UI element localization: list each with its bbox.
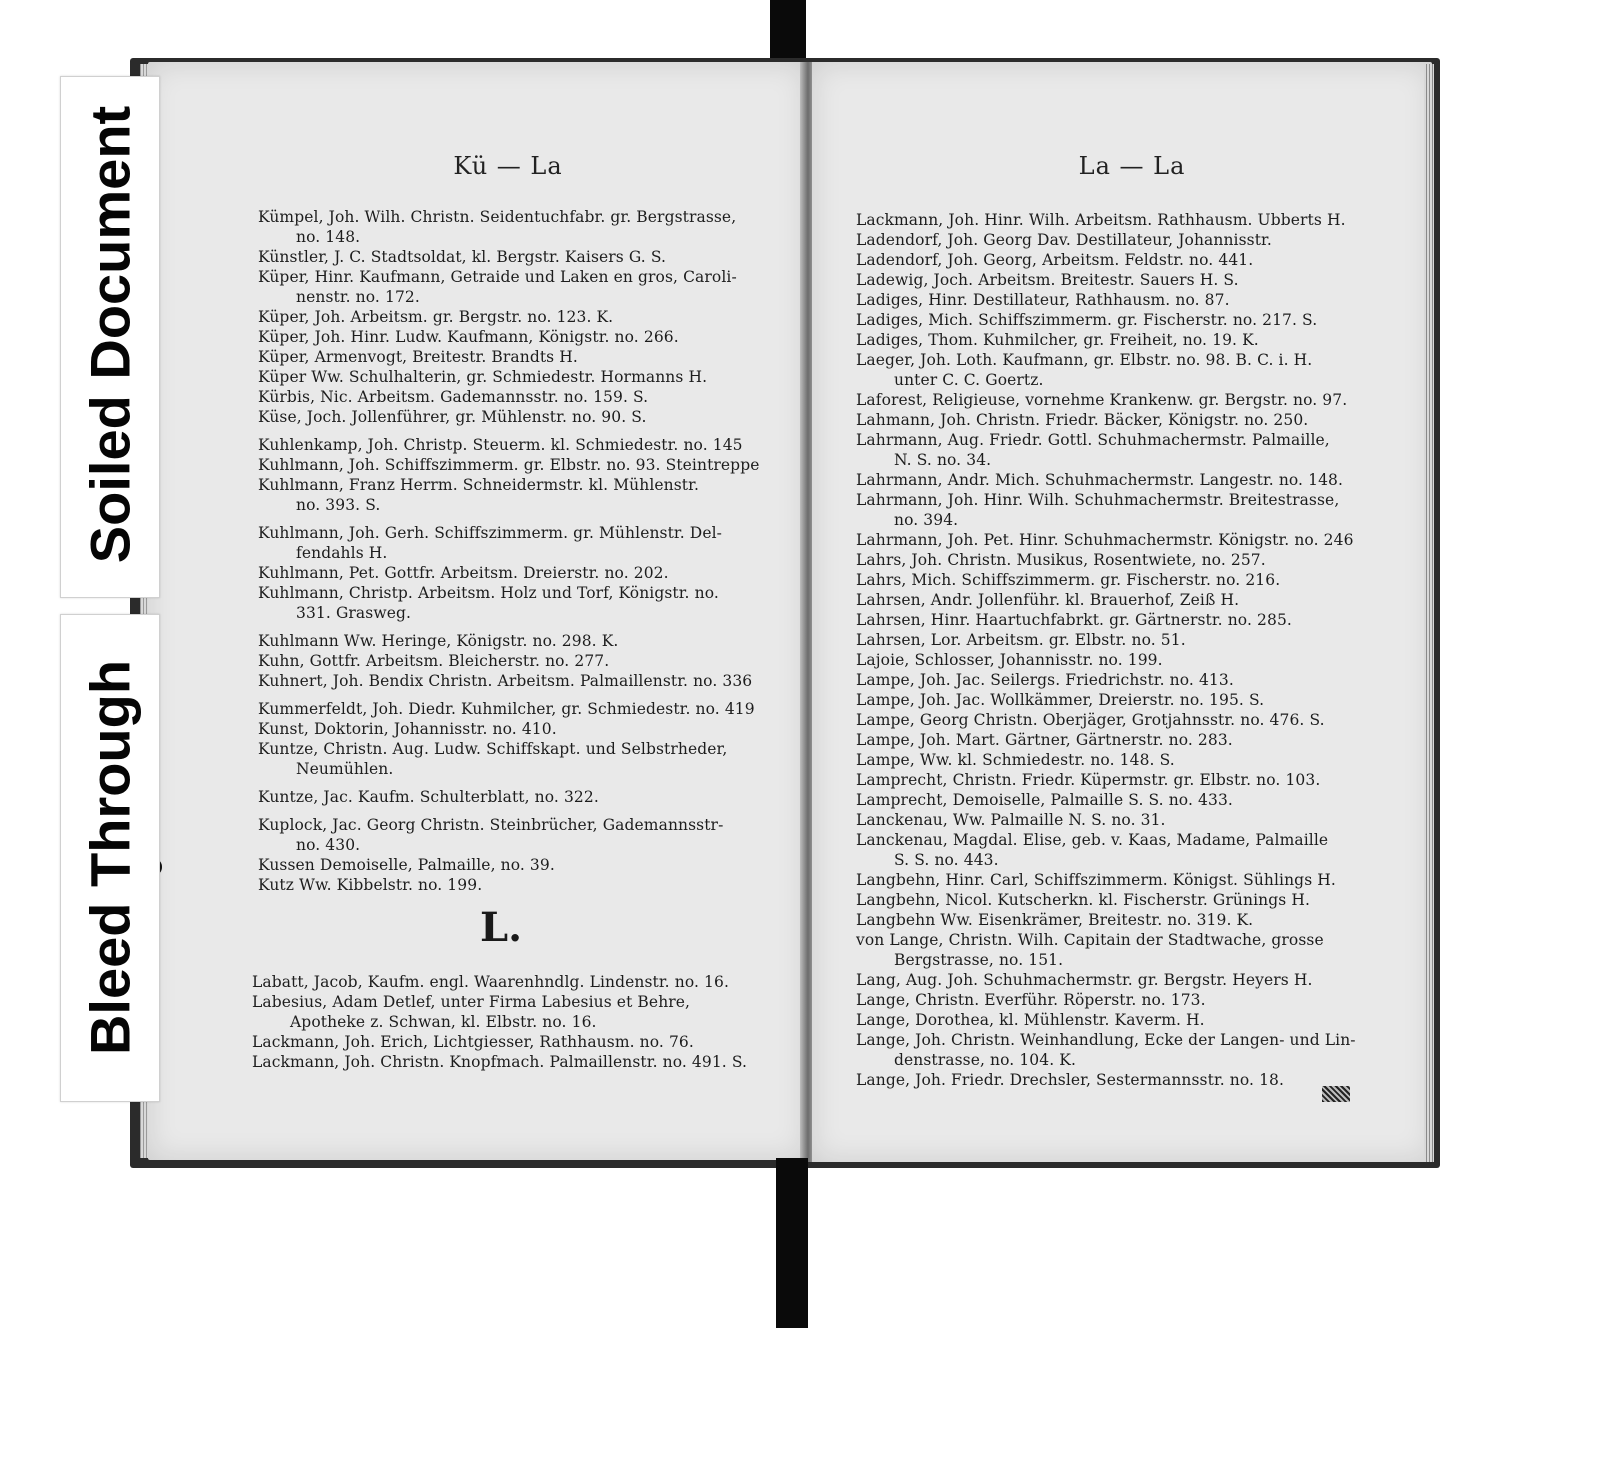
directory-entry: Kuhlmann, Christp. Arbeitsm. Holz und Torf, Königstr. no. xyxy=(258,584,719,602)
directory-entry: Lampe, Ww. kl. Schmiedestr. no. 148. S. xyxy=(856,751,1175,769)
directory-entry: Lackmann, Joh. Christn. Knopfmach. Palmaillenstr. no. 491. S. xyxy=(252,1053,748,1071)
directory-entry: Lampe, Georg Christn. Oberjäger, Grotjahnsstr. no. 476. S. xyxy=(856,711,1325,729)
directory-entry: Labesius, Adam Detlef, unter Firma Labesius et Behre, xyxy=(252,993,691,1011)
directory-entry: Lange, Dorothea, kl. Mühlenstr. Kaverm. H. xyxy=(856,1011,1205,1029)
entry-continuation: no. 393. S. xyxy=(296,496,381,514)
directory-entry: Kuhlmann, Joh. Schiffszimmerm. gr. Elbstr. no. 93. Steintreppe xyxy=(258,456,760,474)
entry-continuation: no. 148. xyxy=(296,228,361,246)
soiled-document-label: Soiled Document xyxy=(78,105,142,564)
directory-entry: Kunst, Doktorin, Johannisstr. no. 410. xyxy=(258,720,557,738)
entry-continuation: no. 430. xyxy=(296,836,361,854)
directory-entry: Kuplock, Jac. Georg Christn. Steinbrücher, Gademannsstr- xyxy=(258,816,724,834)
directory-entry: Lackmann, Joh. Erich, Lichtgiesser, Rathhausm. no. 76. xyxy=(252,1033,694,1051)
entry-continuation: Apotheke z. Schwan, kl. Elbstr. no. 16. xyxy=(290,1013,597,1031)
entry-continuation: denstrasse, no. 104. K. xyxy=(894,1051,1076,1069)
directory-entry: Ladiges, Mich. Schiffszimmerm. gr. Fischerstr. no. 217. S. xyxy=(856,311,1318,329)
directory-entry: Lahrmann, Joh. Hinr. Wilh. Schuhmachermstr. Breitestrasse, xyxy=(856,491,1340,509)
soiled-document-stamp xyxy=(60,76,160,598)
binding-strip-bottom xyxy=(776,1158,808,1328)
directory-entry: Lamprecht, Demoiselle, Palmaille S. S. no. 433. xyxy=(856,791,1233,809)
entry-continuation: fendahls H. xyxy=(296,544,388,562)
entry-continuation: Neumühlen. xyxy=(296,760,394,778)
entry-continuation: no. 394. xyxy=(894,511,959,529)
directory-entry: Kuntze, Christn. Aug. Ludw. Schiffskapt. und Selbstrheder, xyxy=(258,740,728,758)
directory-entry: Kümpel, Joh. Wilh. Christn. Seidentuchfabr. gr. Bergstrasse, xyxy=(258,208,737,226)
bleed-through-label: Bleed Through xyxy=(78,659,142,1056)
left-page xyxy=(148,62,806,1160)
directory-entry: Lange, Joh. Friedr. Drechsler, Sestermannsstr. no. 18. xyxy=(856,1071,1285,1089)
directory-entry: Laeger, Joh. Loth. Kaufmann, gr. Elbstr. no. 98. B. C. i. H. xyxy=(856,351,1313,369)
directory-entry: Lahrmann, Aug. Friedr. Gottl. Schuhmachermstr. Palmaille, xyxy=(856,431,1330,449)
entry-continuation: 331. Grasweg. xyxy=(296,604,412,622)
left-running-head: Kü — La xyxy=(453,152,563,180)
directory-entry: Kuhlmann, Pet. Gottfr. Arbeitsm. Dreierstr. no. 202. xyxy=(258,564,669,582)
directory-entry: Langbehn Ww. Eisenkrämer, Breitestr. no. 319. K. xyxy=(856,911,1254,929)
directory-entry: Kuntze, Jac. Kaufm. Schulterblatt, no. 322. xyxy=(258,788,599,806)
directory-entry: Langbehn, Nicol. Kutscherkn. kl. Fischerstr. Grünings H. xyxy=(856,891,1310,909)
directory-entry: Künstler, J. C. Stadtsoldat, kl. Bergstr. Kaisers G. S. xyxy=(258,248,667,266)
directory-entry: Lampe, Joh. Jac. Wollkämmer, Dreierstr. no. 195. S. xyxy=(856,691,1265,709)
directory-entry: Lampe, Joh. Jac. Seilergs. Friedrichstr. no. 413. xyxy=(856,671,1234,689)
bleed-through-stamp xyxy=(60,614,160,1102)
entry-continuation: unter C. C. Goertz. xyxy=(894,371,1044,389)
directory-entry: Lange, Joh. Christn. Weinhandlung, Ecke der Langen- und Lin- xyxy=(856,1031,1356,1049)
directory-entry: Lanckenau, Ww. Palmaille N. S. no. 31. xyxy=(856,811,1166,829)
directory-entry: Lahrs, Joh. Christn. Musikus, Rosentwiete, no. 257. xyxy=(856,551,1266,569)
directory-entry: Labatt, Jacob, Kaufm. engl. Waarenhndlg. Lindenstr. no. 16. xyxy=(252,973,729,991)
right-page xyxy=(812,62,1432,1162)
directory-entry: Kuhlmann Ww. Heringe, Königstr. no. 298. K. xyxy=(258,632,619,650)
left-entries-l xyxy=(252,972,747,1072)
directory-entry: Lackmann, Joh. Hinr. Wilh. Arbeitsm. Rathhausm. Ubberts H. xyxy=(856,211,1346,229)
directory-entry: Kummerfeldt, Joh. Diedr. Kuhmilcher, gr. Schmiedestr. no. 419 xyxy=(258,700,755,718)
right-entries xyxy=(856,210,1356,1090)
directory-entry: von Lange, Christn. Wilh. Capitain der Stadtwache, grosse xyxy=(856,931,1324,949)
end-ornament xyxy=(1322,1086,1350,1102)
directory-entry: Lahrsen, Andr. Jollenführ. kl. Brauerhof, Zeiß H. xyxy=(856,591,1240,609)
directory-entry: Lang, Aug. Joh. Schuhmachermstr. gr. Bergstr. Heyers H. xyxy=(856,971,1313,989)
directory-entry: Lahrmann, Andr. Mich. Schuhmachermstr. Langestr. no. 148. xyxy=(856,471,1344,489)
directory-entry: Ladiges, Hinr. Destillateur, Rathhausm. no. 87. xyxy=(856,291,1230,309)
directory-entry: Kussen Demoiselle, Palmaille, no. 39. xyxy=(258,856,555,874)
entry-continuation: Bergstrasse, no. 151. xyxy=(894,951,1064,969)
directory-entry: Kuhnert, Joh. Bendix Christn. Arbeitsm. Palmaillenstr. no. 336 xyxy=(258,672,753,690)
directory-entry: Lahmann, Joh. Christn. Friedr. Bäcker, Königstr. no. 250. xyxy=(856,411,1309,429)
directory-entry: Kuhlenkamp, Joh. Christp. Steuerm. kl. Schmiedestr. no. 145 xyxy=(258,436,743,454)
directory-entry: Lahrmann, Joh. Pet. Hinr. Schuhmachermstr. Königstr. no. 246 xyxy=(856,531,1354,549)
directory-entry: Kutz Ww. Kibbelstr. no. 199. xyxy=(258,876,483,894)
directory-entry: Ladendorf, Joh. Georg Dav. Destillateur, Johannisstr. xyxy=(856,231,1272,249)
entry-continuation: nenstr. no. 172. xyxy=(296,288,420,306)
directory-entry: Küse, Joch. Jollenführer, gr. Mühlenstr. no. 90. S. xyxy=(258,408,647,426)
directory-entry: Ladiges, Thom. Kuhmilcher, gr. Freiheit, no. 19. K. xyxy=(856,331,1259,349)
directory-entry: Lanckenau, Magdal. Elise, geb. v. Kaas, Madame, Palmaille xyxy=(856,831,1329,849)
directory-entry: Langbehn, Hinr. Carl, Schiffszimmerm. Königst. Sühlings H. xyxy=(856,871,1336,889)
directory-entry: Laforest, Religieuse, vornehme Krankenw. gr. Bergstr. no. 97. xyxy=(856,391,1348,409)
directory-entry: Kuhlmann, Joh. Gerh. Schiffszimmerm. gr. Mühlenstr. Del- xyxy=(258,524,722,542)
directory-entry: Küper, Hinr. Kaufmann, Getraide und Laken en gros, Caroli- xyxy=(258,268,737,286)
directory-entry: Lampe, Joh. Mart. Gärtner, Gärtnerstr. no. 283. xyxy=(856,731,1233,749)
directory-entry: Lange, Christn. Everführ. Röperstr. no. 173. xyxy=(856,991,1206,1009)
directory-entry: Ladewig, Joch. Arbeitsm. Breitestr. Sauers H. S. xyxy=(856,271,1239,289)
directory-entry: Lahrs, Mich. Schiffszimmerm. gr. Fischerstr. no. 216. xyxy=(856,571,1281,589)
directory-entry: Kuhlmann, Franz Herrm. Schneidermstr. kl. Mühlenstr. xyxy=(258,476,699,494)
directory-entry: Ladendorf, Joh. Georg, Arbeitsm. Feldstr. no. 441. xyxy=(856,251,1254,269)
right-page-edges xyxy=(1424,64,1434,1162)
directory-entry: Lajoie, Schlosser, Johannisstr. no. 199. xyxy=(856,651,1163,669)
entry-continuation: N. S. no. 34. xyxy=(894,451,992,469)
directory-entry: Lahrsen, Lor. Arbeitsm. gr. Elbstr. no. 51. xyxy=(856,631,1186,649)
directory-entry: Küper, Armenvogt, Breitestr. Brandts H. xyxy=(258,348,578,366)
section-letter-l: L. xyxy=(480,904,523,951)
directory-entry: Lamprecht, Christn. Friedr. Küpermstr. gr. Elbstr. no. 103. xyxy=(856,771,1321,789)
directory-entry: Kuhn, Gottfr. Arbeitsm. Bleicherstr. no. 277. xyxy=(258,652,610,670)
directory-entry: Küper Ww. Schulhalterin, gr. Schmiedestr. Hormanns H. xyxy=(258,368,708,386)
directory-entry: Lahrsen, Hinr. Haartuchfabrkt. gr. Gärtnerstr. no. 285. xyxy=(856,611,1292,629)
directory-entry: Küper, Joh. Arbeitsm. gr. Bergstr. no. 123. K. xyxy=(258,308,614,326)
directory-entry: Küper, Joh. Hinr. Ludw. Kaufmann, Königstr. no. 266. xyxy=(258,328,679,346)
left-entries-ku xyxy=(258,207,760,895)
right-running-head: La — La xyxy=(1078,152,1186,180)
entry-continuation: S. S. no. 443. xyxy=(894,851,999,869)
directory-entry: Kürbis, Nic. Arbeitsm. Gademannsstr. no. 159. S. xyxy=(258,388,649,406)
